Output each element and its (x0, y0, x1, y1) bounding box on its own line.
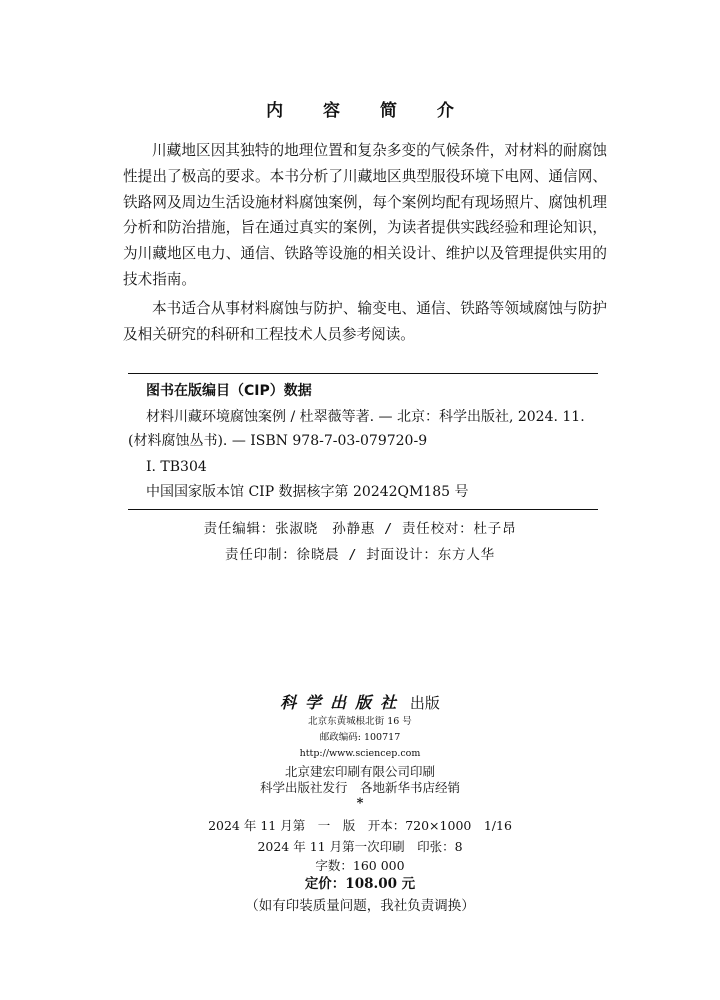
printer-line: 北京建宏印刷有限公司印刷 (284, 764, 435, 779)
editor-credits: 责任编辑：张淑晓 孙静惠 / 责任校对：杜子昂 (203, 521, 517, 537)
distributor-line: 科学出版社发行 各地新华书店经销 (259, 780, 460, 795)
publisher-name: 科学出版社 (280, 693, 406, 712)
cip-classification: Ⅰ. TB304 (146, 459, 207, 475)
cip-entry-line-2: (材料腐蚀丛书). — ISBN 978-7-03-079720-9 (128, 433, 428, 449)
separator-star: * (356, 796, 364, 811)
quality-notice: （如有印装质量问题，我社负责调换） (245, 898, 475, 914)
page-title: 内 容 简 介 (266, 101, 471, 121)
publisher-address: 北京东黄城根北街 16 号 (308, 716, 412, 727)
printing-line: 2024 年 11 月第一次印刷 印张：8 (257, 839, 463, 854)
publisher-website: http://www.sciencep.com (299, 748, 421, 759)
price: 定价：108.00 元 (304, 876, 416, 892)
production-credits: 责任印制：徐晓晨 / 封面设计：东方人华 (225, 547, 495, 563)
summary-paragraph-2: 本书适合从事材料腐蚀与防护、输变电、通信、铁路等领域腐蚀与防护及相关研究的科研和工程技术人员参考阅读。 (123, 300, 607, 343)
edition-line: 2024 年 11 月第 一 版 开本：720×1000 1/16 (208, 818, 512, 833)
cip-entry-line-1: 材料川藏环境腐蚀案例 / 杜翠薇等著. — 北京：科学出版社, 2024. 11. (146, 409, 585, 425)
publisher-suffix: 出版 (409, 694, 440, 712)
cip-record-number: 中国国家版本馆 CIP 数据核字第 20242QM185 号 (146, 484, 469, 500)
word-count: 字数：160 000 (315, 858, 405, 873)
publisher-line (0, 690, 720, 713)
publisher-postcode: 邮政编码: 100717 (319, 732, 401, 743)
summary-paragraph-1: 川藏地区因其独特的地理位置和复杂多变的气候条件，对材料的耐腐蚀性提出了极高的要求。本书分析了川藏地区典型服役环境下电网、通信网、铁路网及周边生活设施材料腐蚀案例，每个案例均配有现场照片、腐蚀机理分析和防治措施，旨在通过真实的案例，为读者提供实践经验和理论知识，为川藏地区电力、通信、铁路等设施的相关设计、维护以及管理提供实用的技术指南。 (123, 142, 607, 288)
cip-bottom-divider (128, 509, 598, 510)
cip-top-divider (128, 373, 598, 374)
cip-heading: 图书在版编目（CIP）数据 (146, 383, 312, 399)
